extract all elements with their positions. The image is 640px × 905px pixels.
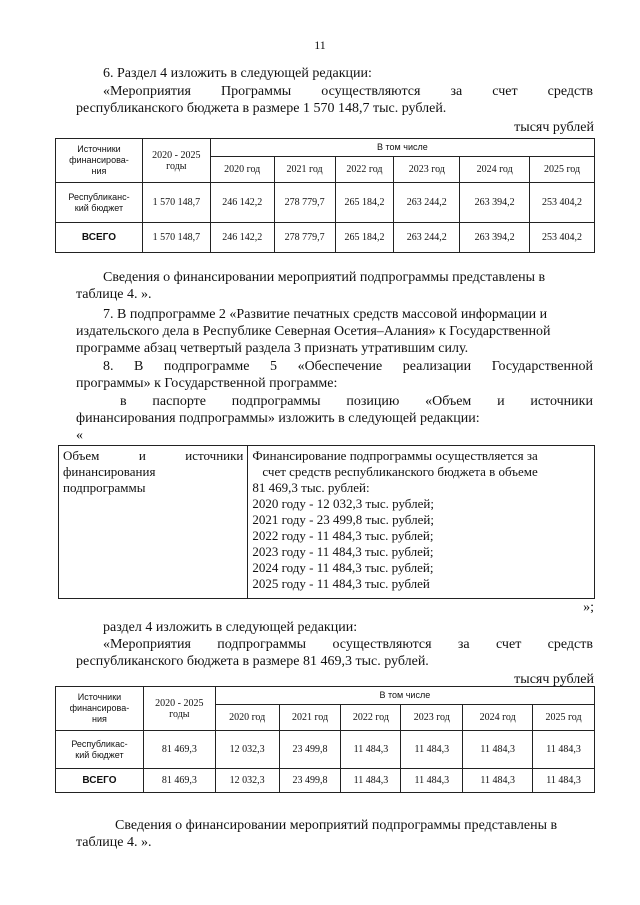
source-header: Источники финансирова- ния (56, 139, 143, 183)
info-paragraph-1-end: таблице 4. ». (76, 287, 152, 302)
item8-line2: программы» к Государственной программе: (76, 376, 338, 391)
word: за (450, 84, 463, 99)
section6-heading: 6. Раздел 4 изложить в следующей редакции: (103, 66, 372, 81)
cell: 246 142,2 (210, 183, 274, 223)
period-header: 2020 - 2025 годы (142, 139, 210, 183)
unit-label-1: тысяч рублей (514, 120, 594, 135)
row-label: Республикас- кий бюджет (56, 731, 144, 769)
table-row (56, 183, 595, 223)
close-quote: »; (583, 600, 594, 615)
info-paragraph-1: Сведения о финансировании мероприятий подпрограммы представлены в (103, 270, 546, 285)
passport-left-line1: Объем и источники (63, 448, 244, 463)
cell: 253 404,2 (530, 183, 595, 223)
cell: 263 394,2 (460, 183, 530, 223)
passport-left-cell: Объем и источники финансирования подпрограммы (59, 446, 248, 599)
row-total: 1 570 148,7 (142, 183, 210, 223)
cell: 11 484,3 (401, 769, 463, 793)
info-paragraph-2: Сведения о финансировании мероприятий подпрограммы представлены в (115, 818, 558, 833)
section6-line1 (103, 84, 593, 100)
cell: 23 499,8 (279, 731, 341, 769)
year-header: 2023 год (401, 705, 463, 731)
including-header: В том числе (215, 687, 594, 705)
item8-line3: в паспорте подпрограммы позицию «Объем и источники (120, 394, 593, 409)
row-label: Республиканс- кий бюджет (56, 183, 143, 223)
item8-line4: финансирования подпрограммы» изложить в следующей редакции: (76, 411, 480, 426)
passport-right-cell: Финансирование подпрограммы осуществляется за счет средств республиканского бюджета в объеме 81 469,3 тыс. рублей: 2020 году - 12 032,3 тыс. рублей; 2021 году - 23 499,8 тыс. рублей; 2022 году - 11 484,3 тыс. рублей; 2023 году - 11 484,3 тыс. рублей; 2024 году - 11 484,3 тыс. рублей; 2025 году - 11 484,3 тыс. рублей (248, 446, 595, 599)
section6-line2: республиканского бюджета в размере 1 570 148,7 тыс. рублей. (76, 101, 447, 116)
row-label: ВСЕГО (56, 223, 143, 253)
table-row (56, 769, 595, 793)
table-row (56, 731, 595, 769)
open-quote: « (76, 428, 83, 443)
year-header: 2021 год (279, 705, 341, 731)
word: осуществляются (321, 84, 421, 99)
item7-line3: программе абзац четвертый раздела 3 признать утратившим силу. (76, 341, 469, 356)
cell: 278 779,7 (274, 183, 335, 223)
cell: 253 404,2 (530, 223, 595, 253)
section4b-line2: республиканского бюджета в размере 81 469,3 тыс. рублей. (76, 654, 429, 669)
financing-table-1 (55, 138, 595, 253)
cell: 265 184,2 (335, 223, 394, 253)
cell: 11 484,3 (533, 769, 595, 793)
cell: 246 142,2 (210, 223, 274, 253)
row-total: 81 469,3 (143, 731, 215, 769)
financing-table-2 (55, 686, 595, 793)
row-total: 81 469,3 (143, 769, 215, 793)
passport-table (58, 445, 595, 599)
cell: 11 484,3 (341, 769, 401, 793)
year-header: 2024 год (460, 157, 530, 183)
cell: 11 484,3 (463, 769, 533, 793)
unit-label-2: тысяч рублей (514, 672, 594, 687)
cell: 263 244,2 (394, 223, 460, 253)
year-header: 2022 год (341, 705, 401, 731)
word: средств (547, 84, 593, 99)
cell: 11 484,3 (463, 731, 533, 769)
cell: 278 779,7 (274, 223, 335, 253)
section4b-heading: раздел 4 изложить в следующей редакции: (103, 620, 358, 635)
item8-line1: 8. В подпрограмме 5 «Обеспечение реализации Государственной (103, 359, 593, 374)
cell: 263 244,2 (394, 183, 460, 223)
period-header: 2020 - 2025 годы (143, 687, 215, 731)
year-header: 2020 год (210, 157, 274, 183)
table-row (56, 223, 595, 253)
word: счет (492, 84, 518, 99)
info-paragraph-2-end: таблице 4. ». (76, 835, 152, 850)
year-header: 2025 год (533, 705, 595, 731)
item7-line2: издательского дела в Республике Северная Осетия–Алания» к Государственной (76, 324, 551, 339)
word: «Мероприятия (103, 84, 191, 99)
cell: 263 394,2 (460, 223, 530, 253)
year-header: 2024 год (463, 705, 533, 731)
year-header: 2022 год (335, 157, 394, 183)
source-header: Источники финансирова- ния (56, 687, 144, 731)
row-total: 1 570 148,7 (142, 223, 210, 253)
cell: 23 499,8 (279, 769, 341, 793)
word: Программы (221, 84, 292, 99)
cell: 12 032,3 (215, 731, 279, 769)
cell: 11 484,3 (533, 731, 595, 769)
including-header: В том числе (210, 139, 594, 157)
year-header: 2025 год (530, 157, 595, 183)
year-header: 2020 год (215, 705, 279, 731)
item7-line1: 7. В подпрограмме 2 «Развитие печатных средств массовой информации и (103, 307, 548, 322)
page-number: 11 (314, 38, 326, 52)
cell: 11 484,3 (341, 731, 401, 769)
section4b-line1: «Мероприятия подпрограммы осуществляются за счет средств (103, 637, 593, 652)
year-header: 2023 год (394, 157, 460, 183)
cell: 12 032,3 (215, 769, 279, 793)
cell: 11 484,3 (401, 731, 463, 769)
year-header: 2021 год (274, 157, 335, 183)
row-label: ВСЕГО (56, 769, 144, 793)
cell: 265 184,2 (335, 183, 394, 223)
